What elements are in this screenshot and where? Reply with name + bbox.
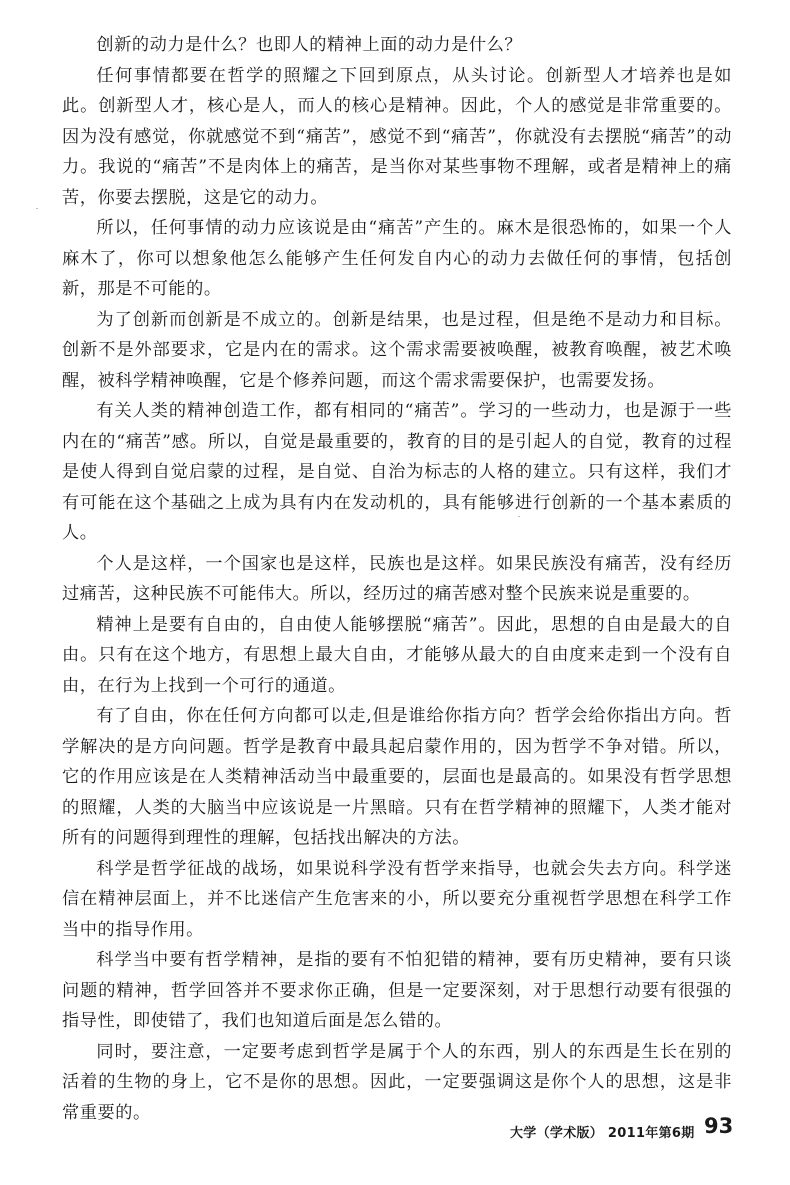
paragraph-3: 所以，任何事情的动力应该说是由“痛苦”产生的。麻木是很恐怖的，如果一个人麻木了，你可以想象他怎么能够产生任何发自内心的动力去做任何的事情，包括创新，那是不可能的。 bbox=[62, 218, 732, 299]
paragraph-1: 创新的动力是什么？也即人的精神上面的动力是什么？ bbox=[96, 35, 523, 55]
page-footer bbox=[0, 1110, 790, 1150]
page-number: 93 bbox=[704, 1114, 734, 1138]
paragraph-5: 有关人类的精神创造工作，都有相同的“痛苦”。学习的一些动力，也是源于一些内在的“痛苦”感。所以，自觉是最重要的，教育的目的是引起人的自觉，教育的过程是使人得到自觉启蒙的过程，是自觉、自治为标志的人格的建立。只有这样，我们才有可能在这个基础之上成为具有内在发动机的，具有能够进行创新的一个基本素质的人。 bbox=[62, 401, 732, 543]
paragraph-8: 有了自由，你在任何方向都可以走,但是谁给你指方向？哲学会给你指出方向。哲学解决的是方向问题。哲学是教育中最具起启蒙作用的，因为哲学不争对错。所以，它的作用应该是在人类精神活动当中最重要的，层面也是最高的。如果没有哲学思想的照耀，人类的大脑当中应该说是一片黑暗。只有在哲学精神的照耀下，人类才能对所有的问题得到理性的理解，包括找出解决的方法。 bbox=[62, 706, 732, 848]
journal-name: 大学（学术版） 2011年第6期 bbox=[510, 1126, 695, 1141]
paragraph-10: 科学当中要有哲学精神，是指的要有不怕犯错的精神，要有历史精神，要有只谈问题的精神，哲学回答并不要求你正确，但是一定要深刻，对于思想行动要有很强的指导性，即使错了，我们也知道后面是怎么错的。 bbox=[62, 950, 732, 1031]
paragraph-4: 为了创新而创新是不成立的。创新是结果，也是过程，但是绝不是动力和目标。创新不是外部要求，它是内在的需求。这个需求需要被唤醒，被教育唤醒，被艺术唤醒，被科学精神唤醒，它是个修养问题，而这个需求需要保护，也需要发扬。 bbox=[62, 309, 732, 391]
paragraph-7: 精神上是要有自由的，自由使人能够摆脱“痛苦”。因此，思想的自由是最大的自由。只有在这个地方，有思想上最大自由，才能够从最大的自由度来走到一个没有自由，在行为上找到一个可行的通道。 bbox=[62, 614, 732, 696]
article-body bbox=[62, 30, 732, 1128]
scan-speck bbox=[518, 516, 520, 517]
paragraph-6: 个人是这样，一个国家也是这样，民族也是这样。如果民族没有痛苦，没有经历过痛苦，这种民族不可能伟大。所以，经历过的痛苦感对整个民族来说是重要的。 bbox=[62, 553, 732, 604]
paragraph-2: 任何事情都要在哲学的照耀之下回到原点，从头讨论。创新型人才培养也是如此。创新型人才，核心是人，而人的核心是精神。因此，个人的感觉是非常重要的。因为没有感觉，你就感觉不到“痛苦”，感觉不到“痛苦”，你就没有去摆脱“痛苦”的动力。我说的“痛苦”不是肉体上的痛苦，是当你对某些事物不理解，或者是精神上的痛苦，你要去摆脱，这是它的动力。 bbox=[62, 65, 732, 208]
paragraph-11: 同时，要注意，一定要考虑到哲学是属于个人的东西，别人的东西是生长在别的活着的生物的身上，它不是你的思想。因此，一定要强调这是你个人的思想，这是非常重要的。 bbox=[62, 1041, 732, 1123]
paragraph-9: 科学是哲学征战的战场，如果说科学没有哲学来指导，也就会失去方向。科学迷信在精神层面上，并不比迷信产生危害来的小，所以要充分重视哲学思想在科学工作当中的指导作用。 bbox=[62, 858, 732, 940]
scan-speck bbox=[36, 208, 38, 209]
